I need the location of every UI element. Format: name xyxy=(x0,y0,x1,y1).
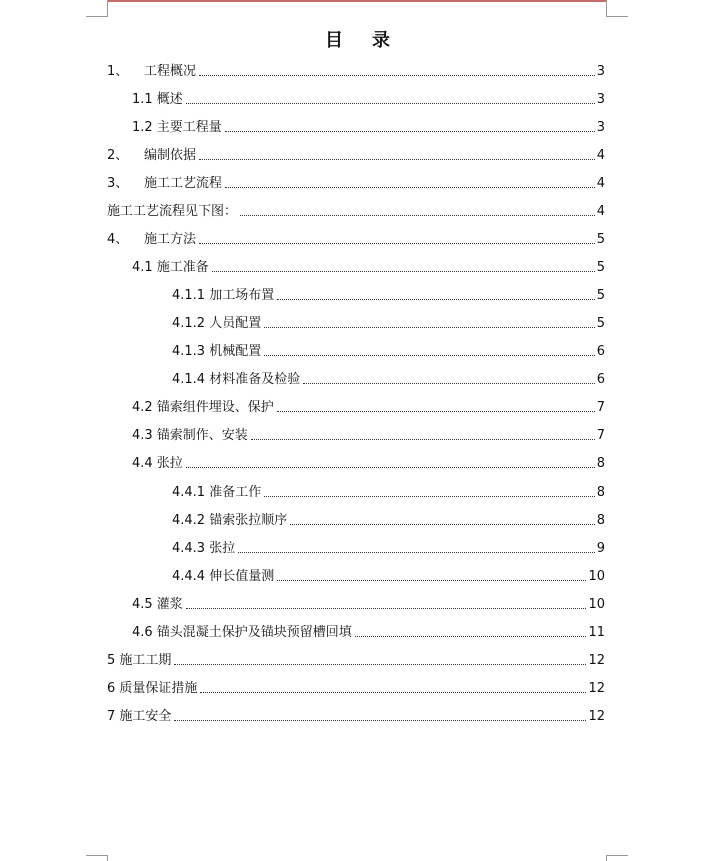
toc-entry-text: 1.1 概述 xyxy=(132,92,183,107)
toc-entry[interactable] xyxy=(132,452,605,472)
toc-entry-text: 4.3 锚索制作、安装 xyxy=(132,428,248,443)
toc-leader-dots xyxy=(186,466,595,468)
toc-leader-dots xyxy=(251,438,595,440)
toc-entry-page: 3 xyxy=(596,120,605,135)
toc-entry[interactable] xyxy=(107,144,605,164)
toc-entry-page: 12 xyxy=(588,681,605,696)
toc-leader-dots xyxy=(199,158,595,160)
toc-entry-text: 4.6 锚头混凝土保护及锚块预留槽回填 xyxy=(132,625,352,640)
toc-entry-page: 7 xyxy=(596,428,605,443)
toc-leader-dots xyxy=(200,691,586,693)
toc-entry-text: 4.4.4 伸长值量测 xyxy=(172,569,275,584)
crop-mark-bottom-left xyxy=(86,855,108,856)
toc-entry-page: 10 xyxy=(588,597,605,612)
toc-entry[interactable] xyxy=(107,649,605,669)
toc-entry-text: 4.1.1 加工场布置 xyxy=(172,288,275,303)
toc-entry[interactable] xyxy=(107,172,605,192)
toc-leader-dots xyxy=(212,270,595,272)
toc-entry-text: 1.2 主要工程量 xyxy=(132,120,222,135)
toc-entry-page: 12 xyxy=(588,653,605,668)
toc-entry[interactable] xyxy=(172,284,605,304)
crop-mark-top-right xyxy=(606,16,628,17)
toc-entry-page: 11 xyxy=(588,625,605,640)
toc-leader-dots xyxy=(277,410,595,412)
toc-entry[interactable] xyxy=(132,256,605,276)
toc-title xyxy=(0,26,716,52)
toc-entry-page: 9 xyxy=(596,541,605,556)
toc-title-char-2: 录 xyxy=(372,30,391,51)
toc-leader-dots xyxy=(199,242,595,244)
toc-leader-dots xyxy=(174,663,586,665)
toc-entry-page: 5 xyxy=(596,288,605,303)
toc-entry-page: 8 xyxy=(596,513,605,528)
toc-entry-page: 6 xyxy=(596,344,605,359)
toc-leader-dots xyxy=(277,298,595,300)
toc-entry-number: 2、 xyxy=(107,148,129,163)
toc-entry[interactable] xyxy=(107,200,605,220)
crop-mark-bottom-right xyxy=(606,855,628,856)
toc-entry-page: 8 xyxy=(596,456,605,471)
toc-entry-number: 4、 xyxy=(107,232,129,247)
toc-leader-dots xyxy=(355,635,587,637)
toc-entry-text: 工程概况 xyxy=(144,64,197,79)
toc-entry-page: 8 xyxy=(596,485,605,500)
toc-leader-dots xyxy=(174,719,586,721)
toc-entry-text: 施工工艺流程 xyxy=(144,176,223,191)
page-top-border xyxy=(108,0,606,2)
toc-entry[interactable] xyxy=(172,481,605,501)
toc-leader-dots xyxy=(303,382,595,384)
toc-entry[interactable] xyxy=(132,88,605,108)
toc-entry-text: 施工工艺流程见下图： xyxy=(107,204,238,219)
toc-entry-text: 4.1.2 人员配置 xyxy=(172,316,262,331)
toc-entry-text: 编制依据 xyxy=(144,148,197,163)
toc-entry-page: 4 xyxy=(596,176,605,191)
toc-entry[interactable] xyxy=(107,677,605,697)
toc-entry[interactable] xyxy=(132,593,605,613)
crop-mark-top-left-v xyxy=(107,0,108,17)
toc-leader-dots xyxy=(264,354,595,356)
toc-entry-page: 5 xyxy=(596,316,605,331)
toc-entry[interactable] xyxy=(132,621,605,641)
toc-entry-text: 4.1.4 材料准备及检验 xyxy=(172,372,301,387)
toc-leader-dots xyxy=(240,214,595,216)
toc-entry[interactable] xyxy=(132,424,605,444)
toc-entry-page: 5 xyxy=(596,232,605,247)
toc-entry-text: 4.1.3 机械配置 xyxy=(172,344,262,359)
toc-entry-page: 4 xyxy=(596,148,605,163)
toc-leader-dots xyxy=(199,74,595,76)
toc-entry-text: 4.4.2 锚索张拉顺序 xyxy=(172,513,288,528)
toc-entry-text: 5 施工工期 xyxy=(107,653,172,668)
crop-mark-top-left xyxy=(86,16,108,17)
toc-leader-dots xyxy=(225,186,595,188)
toc-entry[interactable] xyxy=(172,312,605,332)
toc-entry[interactable] xyxy=(132,116,605,136)
toc-entry-page: 6 xyxy=(596,372,605,387)
toc-entry-page: 3 xyxy=(596,92,605,107)
toc-entry-page: 12 xyxy=(588,709,605,724)
toc-leader-dots xyxy=(277,579,586,581)
toc-entry-page: 5 xyxy=(596,260,605,275)
toc-leader-dots xyxy=(264,495,595,497)
crop-mark-bottom-right-v xyxy=(606,855,607,861)
toc-entry-text: 6 质量保证措施 xyxy=(107,681,198,696)
crop-mark-top-right-v xyxy=(606,0,607,17)
toc-entry-page: 10 xyxy=(588,569,605,584)
toc-entry-page: 3 xyxy=(596,64,605,79)
toc-leader-dots xyxy=(238,551,595,553)
toc-entry[interactable] xyxy=(172,340,605,360)
toc-leader-dots xyxy=(264,326,595,328)
toc-entry-number: 3、 xyxy=(107,176,129,191)
toc-title-char-1: 目 xyxy=(325,30,344,51)
toc-leader-dots xyxy=(186,607,587,609)
toc-entry-number: 1、 xyxy=(107,64,129,79)
toc-entry[interactable] xyxy=(172,509,605,529)
toc-leader-dots xyxy=(225,130,595,132)
toc-entry-page: 7 xyxy=(596,400,605,415)
toc-entry[interactable] xyxy=(132,396,605,416)
toc-entry-text: 7 施工安全 xyxy=(107,709,172,724)
toc-entry-text: 4.1 施工准备 xyxy=(132,260,209,275)
toc-leader-dots xyxy=(186,102,595,104)
crop-mark-bottom-left-v xyxy=(107,855,108,861)
toc-entry-text: 4.4.3 张拉 xyxy=(172,541,236,556)
toc-entry[interactable] xyxy=(107,60,605,80)
toc-leader-dots xyxy=(290,523,595,525)
toc-entry-text: 4.4 张拉 xyxy=(132,456,183,471)
toc-entry[interactable] xyxy=(107,228,605,248)
toc-entry-text: 施工方法 xyxy=(144,232,197,247)
toc-entry[interactable] xyxy=(107,705,605,725)
toc-entry[interactable] xyxy=(172,565,605,585)
toc-entry-text: 4.4.1 准备工作 xyxy=(172,485,262,500)
toc-entry-text: 4.5 灌浆 xyxy=(132,597,183,612)
toc-entry-page: 4 xyxy=(596,204,605,219)
toc-entry[interactable] xyxy=(172,368,605,388)
toc-entry-text: 4.2 锚索组件埋设、保护 xyxy=(132,400,274,415)
toc-entry[interactable] xyxy=(172,537,605,557)
